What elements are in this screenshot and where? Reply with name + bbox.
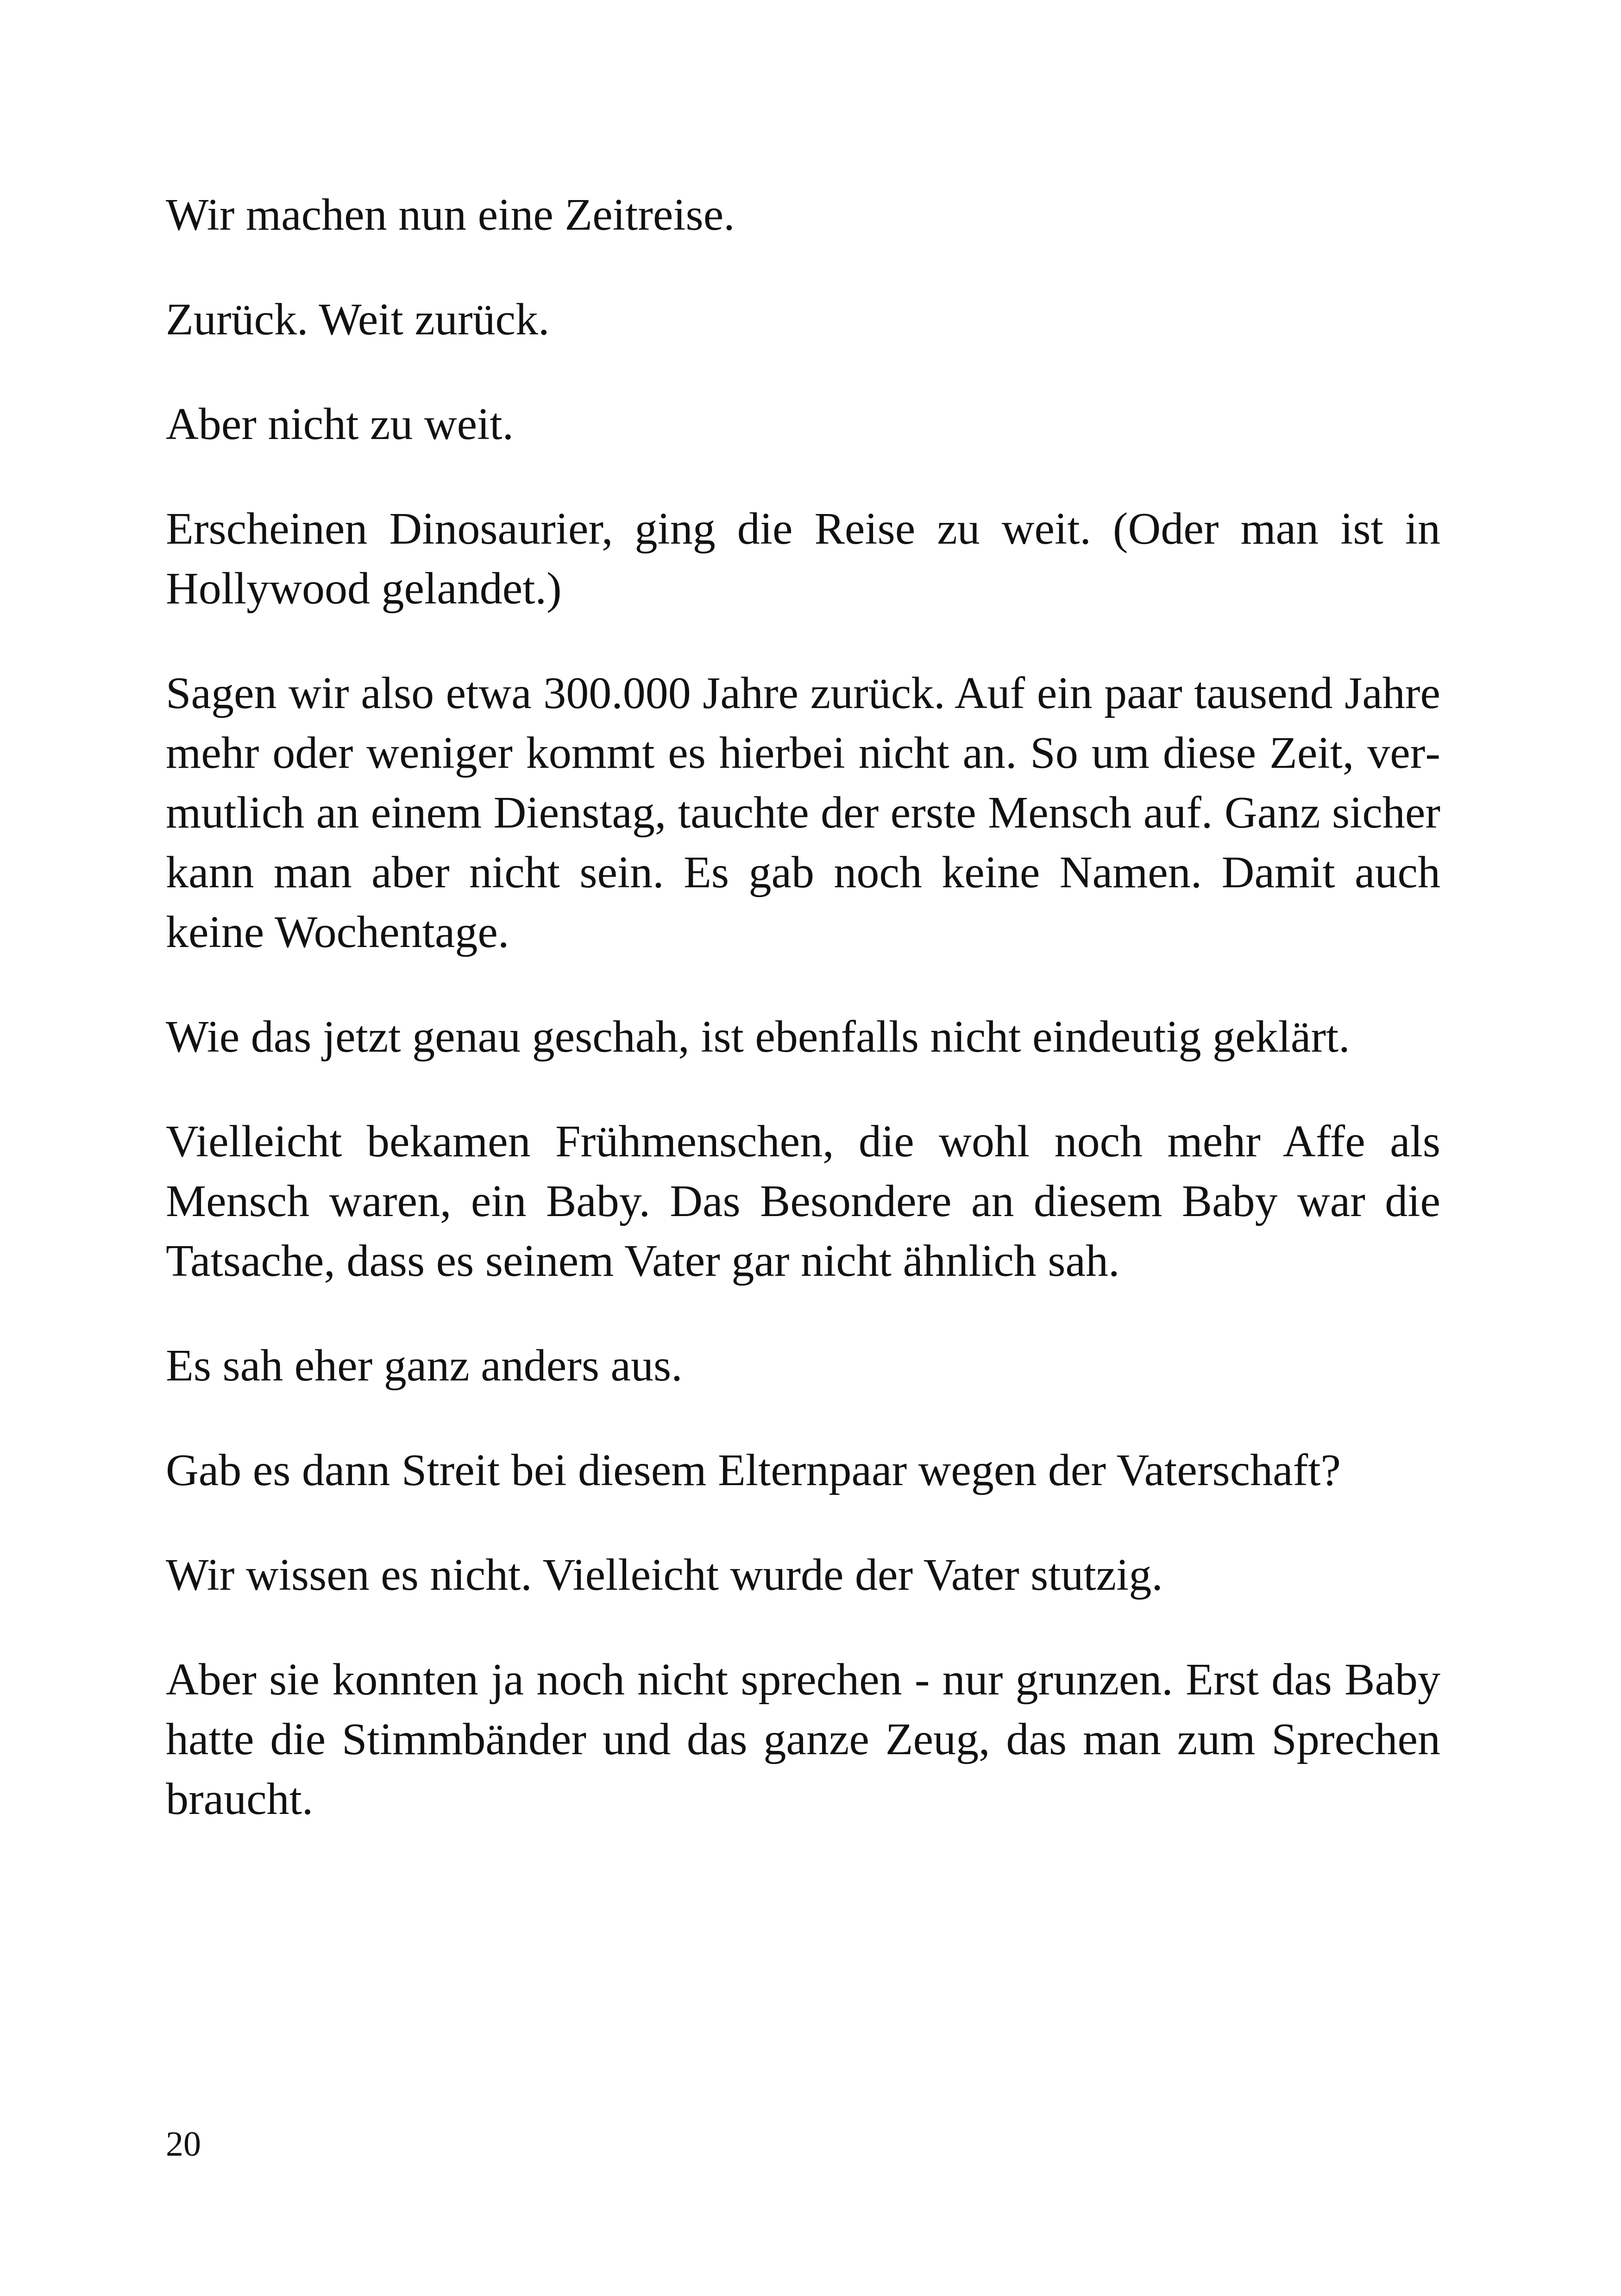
paragraph: Aber nicht zu weit. (166, 399, 514, 449)
paragraph: Zurück. Weit zurück. (166, 295, 550, 345)
paragraph: Gab es dann Streit bei diesem Elternpaar wegen der Vaterschaft? (166, 1445, 1341, 1495)
paragraph: Vielleicht bekamen Frühmenschen, die wohl noch mehr Affe als Mensch waren, ein Baby. Das Besondere an diesem Baby war die Tatsache, dass es seinem Vater gar nicht ähnlich sah. (166, 1117, 1440, 1286)
paragraph: Wie das jetzt genau geschah, ist ebenfalls nicht eindeutig geklärt. (166, 1012, 1350, 1062)
body-text (166, 185, 1440, 1874)
paragraph: Es sah eher ganz anders aus. (166, 1341, 683, 1391)
paragraph: Sagen wir also etwa 300.000 Jahre zurück. Auf ein paar tausend Jahre mehr oder weniger kommt es hierbei nicht an. So um diese Zeit, vermutlich an einem Dienstag, tauchte der erste Mensch auf. Ganz sicher kann man aber nicht sein. Es gab noch keine Namen. Damit auch keine Wochentage. (166, 668, 1440, 957)
page-number: 20 (166, 2125, 201, 2164)
paragraph: Erscheinen Dinosaurier, ging die Reise zu weit. (Oder man ist in Hollywood gelandet.) (166, 504, 1440, 614)
paragraph: Wir machen nun eine Zeitreise. (166, 190, 735, 240)
paragraph: Wir wissen es nicht. Vielleicht wurde der Vater stutzig. (166, 1550, 1163, 1600)
paragraph: Aber sie konnten ja noch nicht sprechen - nur grunzen. Erst das Baby hatte die Stimmbänder und das ganze Zeug, das man zum Sprechen braucht. (166, 1655, 1440, 1824)
